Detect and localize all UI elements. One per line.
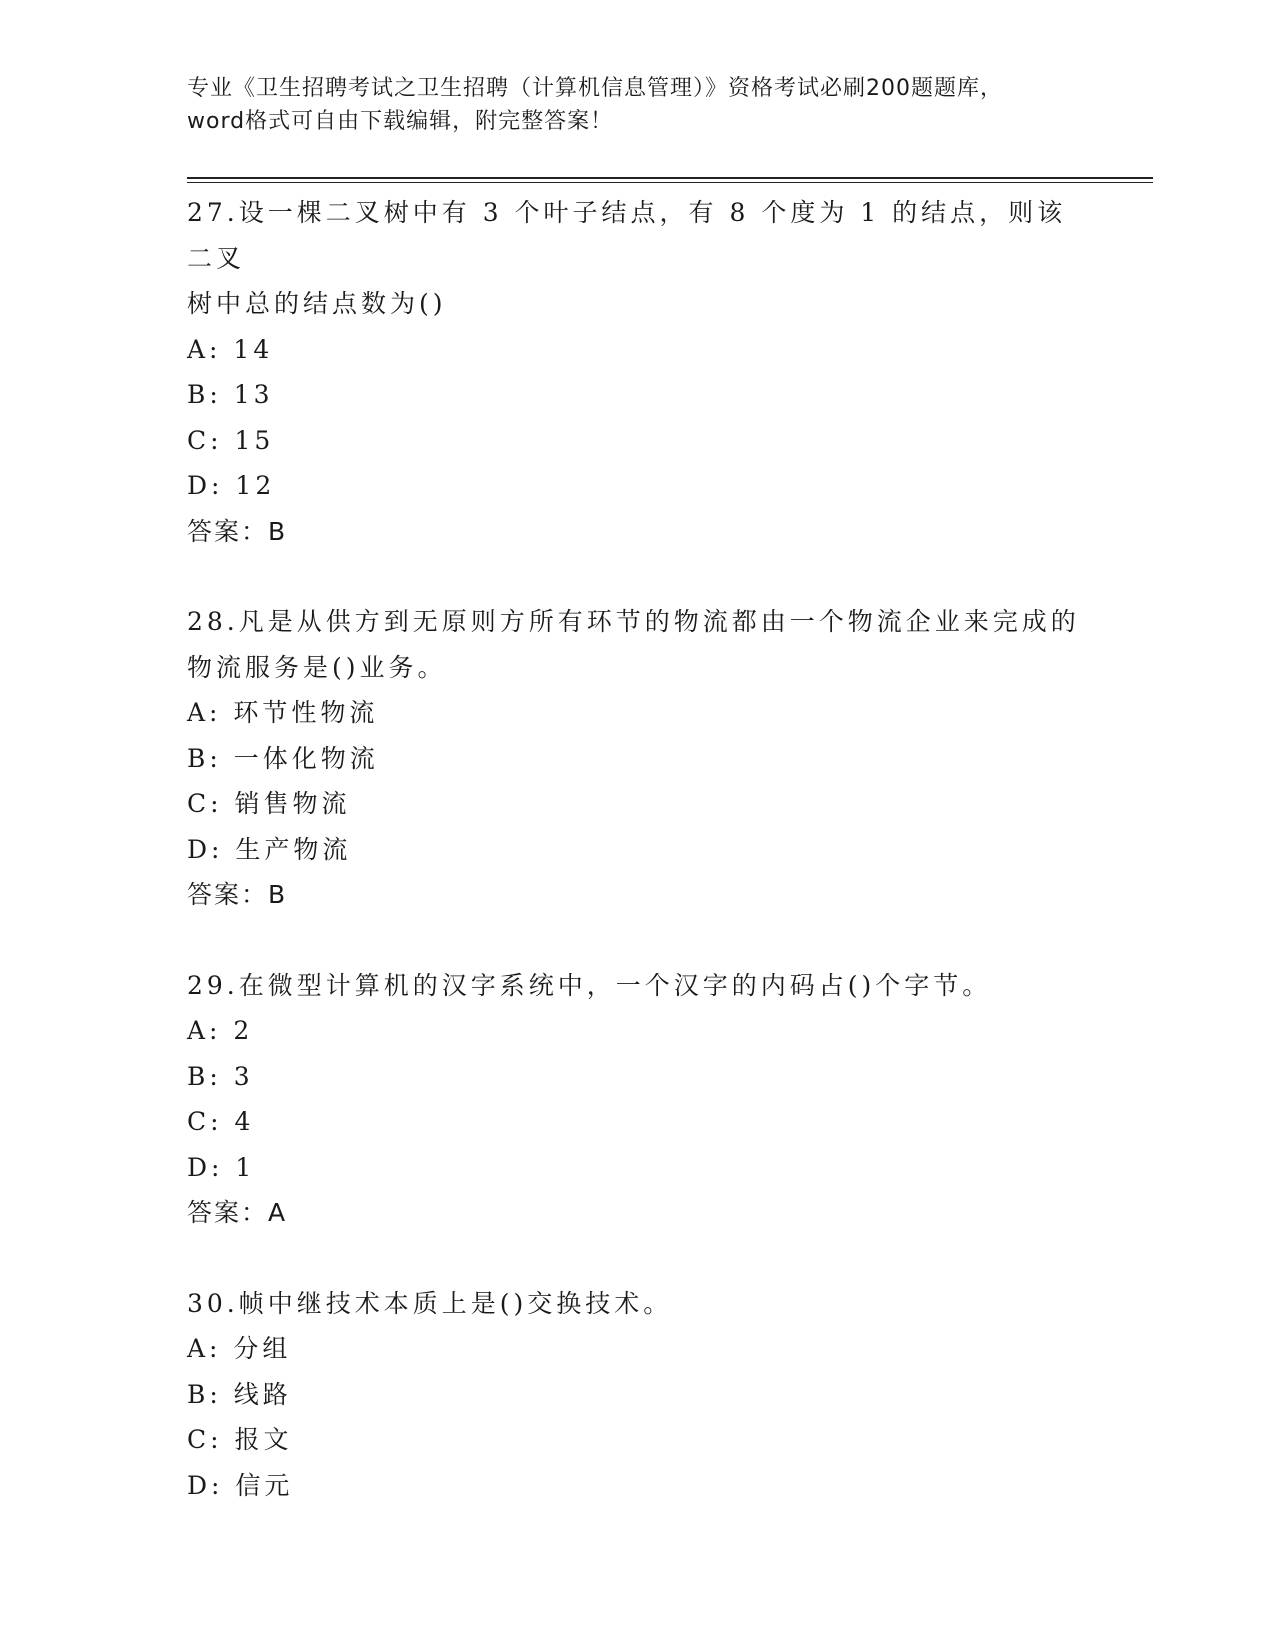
option-b: B: 一体化物流 [187,743,379,773]
question-stem-line: 29.在微型计算机的汉字系统中，一个汉字的内码占()个字节。 [187,970,992,1000]
option-a: A: 2 [187,1016,254,1045]
question-29 [187,963,1087,1236]
option-d: D: 信元 [187,1470,294,1500]
option-b: B: 3 [187,1061,254,1091]
option-a: A: 环节性物流 [187,698,379,727]
answer-line: 答案：A [187,1198,288,1227]
question-27 [187,190,1087,554]
header-line-2: word格式可自由下载编辑，附完整答案！ [187,109,614,134]
question-stem-line: 27.设一棵二叉树中有 3 个叶子结点，有 8 个度为 1 的结点，则该二叉 [187,198,1067,273]
option-b: B: 13 [187,380,274,409]
option-c: C: 4 [187,1107,255,1136]
option-a: A: 14 [187,334,274,364]
document-header [187,72,1087,138]
question-28 [187,599,1087,918]
option-d: D: 1 [187,1152,256,1182]
option-c: C: 报文 [187,1425,293,1454]
option-d: D: 12 [187,471,276,500]
option-c: C: 15 [187,425,275,455]
option-c: C: 销售物流 [187,789,351,818]
option-a: A: 分组 [187,1334,292,1363]
header-divider-thick [187,177,1153,179]
option-d: D: 生产物流 [187,834,352,864]
question-stem-line: 物流服务是()业务。 [187,652,447,682]
option-b: B: 线路 [187,1379,292,1409]
question-stem-line: 树中总的结点数为() [187,289,447,318]
answer-line: 答案：B [187,880,288,909]
question-stem-line: 30.帧中继技术本质上是()交换技术。 [187,1288,673,1318]
question-stem-line: 28.凡是从供方到无原则方所有环节的物流都由一个物流企业来完成的 [187,607,1080,636]
question-30 [187,1281,1087,1509]
answer-line: 答案：B [187,516,288,546]
header-line-1: 专业《卫生招聘考试之卫生招聘（计算机信息管理）》资格考试必刷200题题库， [187,76,1003,101]
question-list [187,190,1087,1508]
header-divider-thin [187,182,1153,183]
